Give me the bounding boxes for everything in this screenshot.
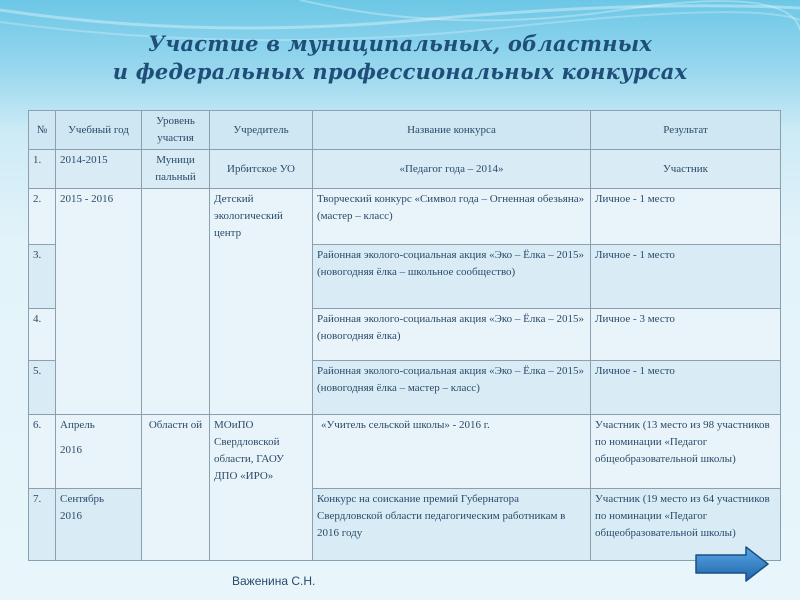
cell-num: 6. xyxy=(29,415,56,489)
cell-num: 7. xyxy=(29,489,56,561)
cell-result: Участник xyxy=(591,150,781,189)
cell-num: 4. xyxy=(29,309,56,361)
header-founder: Учредитель xyxy=(210,111,313,150)
header-level: Уровень участия xyxy=(142,111,210,150)
next-slide-button[interactable] xyxy=(694,545,770,583)
year-month: Сентябрь xyxy=(60,493,105,505)
cell-contest: Творческий конкурс «Символ года – Огненная обезьяна» (мастер – класс) xyxy=(313,189,591,245)
cell-year: 2014-2015 xyxy=(56,150,142,189)
cell-year xyxy=(56,489,142,561)
cell-result: Участник (13 место из 98 участников по номинации «Педагог общеобразовательной школы) xyxy=(591,415,781,489)
cell-year: 2015 - 2016 xyxy=(56,189,142,415)
year-month: Апрель xyxy=(60,419,95,431)
cell-level: Областн ой xyxy=(142,415,210,561)
cell-contest: Районная эколого-социальная акция «Эко – Ёлка – 2015» (новогодняя ёлка – мастер – класс) xyxy=(313,361,591,415)
header-contest: Название конкурса xyxy=(313,111,591,150)
cell-result: Личное - 1 место xyxy=(591,245,781,309)
cell-result: Личное - 3 место xyxy=(591,309,781,361)
cell-num: 3. xyxy=(29,245,56,309)
cell-num: 2. xyxy=(29,189,56,245)
cell-num: 1. xyxy=(29,150,56,189)
year-value: 2016 xyxy=(60,444,82,456)
cell-founder: Ирбитское УО xyxy=(210,150,313,189)
author-footer: Важенина С.Н. xyxy=(232,574,316,588)
header-year: Учебный год xyxy=(56,111,142,150)
table-row xyxy=(29,189,781,245)
cell-contest: Районная эколого-социальная акция «Эко – Ёлка – 2015» (новогодняя ёлка) xyxy=(313,309,591,361)
cell-founder: МОиПО Свердловской области, ГАОУ ДПО «ИРО» xyxy=(210,415,313,561)
cell-founder: Детский экологический центр xyxy=(210,189,313,415)
cell-level: Муници пальный xyxy=(142,150,210,189)
page-title xyxy=(0,30,800,86)
header-num: № xyxy=(29,111,56,150)
header-result: Результат xyxy=(591,111,781,150)
contests-table xyxy=(28,110,781,561)
cell-contest: Районная эколого-социальная акция «Эко – Ёлка – 2015» (новогодняя ёлка – школьное сообщество) xyxy=(313,245,591,309)
arrow-right-icon xyxy=(694,545,770,583)
cell-num: 5. xyxy=(29,361,56,415)
cell-result: Участник (19 место из 64 участников по номинации «Педагог общеобразовательной школы) xyxy=(591,489,781,561)
table-row xyxy=(29,489,781,561)
title-line-1: Участие в муниципальных, областных xyxy=(147,31,653,56)
table-row xyxy=(29,415,781,489)
cell-contest: «Учитель сельской школы» - 2016 г. xyxy=(313,415,591,489)
cell-contest: Конкурс на соискание премий Губернатора Свердловской области педагогическим работникам в 2016 году xyxy=(313,489,591,561)
cell-result: Личное - 1 место xyxy=(591,189,781,245)
cell-level-empty xyxy=(142,189,210,415)
table-header-row xyxy=(29,111,781,150)
cell-contest: «Педагог года – 2014» xyxy=(313,150,591,189)
year-value: 2016 xyxy=(60,510,82,522)
cell-result: Личное - 1 место xyxy=(591,361,781,415)
cell-year xyxy=(56,415,142,489)
title-line-2: и федеральных профессиональных конкурсах xyxy=(112,59,688,84)
table-row xyxy=(29,150,781,189)
